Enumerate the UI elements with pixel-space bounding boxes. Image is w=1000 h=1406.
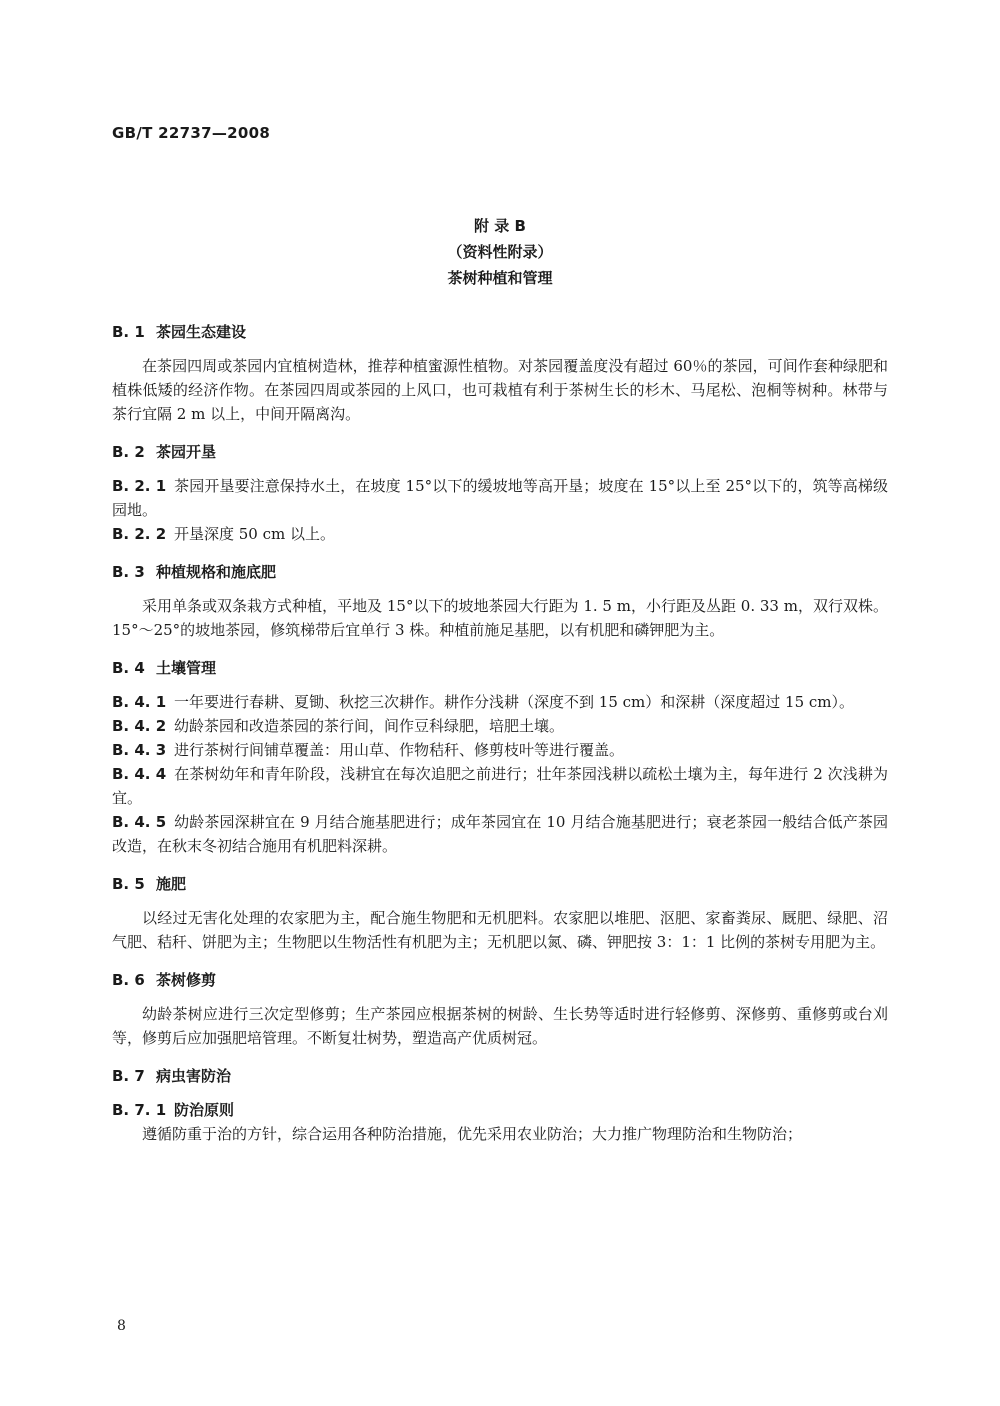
annex-title: 附 录 B <box>474 217 526 235</box>
section-text-b6: 幼龄茶树应进行三次定型修剪；生产茶园应根据茶树的树龄、生长势等适时进行轻修剪、深修剪、重修剪或台刈等，修剪后应加强肥培管理。不断复壮树势，塑造高产优质树冠。 <box>112 1005 888 1047</box>
annex-name: 茶树种植和管理 <box>447 269 553 287</box>
clause-heading-b7-1: B. 7. 1 防治原则 <box>112 1101 235 1119</box>
section-heading-b1: B. 1 茶园生态建设 <box>112 323 247 341</box>
clause-b4-5: B. 4. 5 幼龄茶园深耕宜在 9 月结合施基肥进行；成年茶园宜在 10 月结合施基肥进行；衰老茶园一般结合低产茶园改造，在秋末冬初结合施用有机肥料深耕。 <box>112 813 888 855</box>
section-heading-b3: B. 3 种植规格和施底肥 <box>112 563 277 581</box>
section-text-b7-1: 遵循防重于治的方针，综合运用各种防治措施，优先采用农业防治；大力推广物理防治和生物防治； <box>142 1125 803 1143</box>
clause-b2-1: B. 2. 1 茶园开垦要注意保持水土，在坡度 15°以下的缓坡地等高开垦；坡度在 15°以上至 25°以下的，筑等高梯级园地。 <box>112 477 888 519</box>
section-text-b5: 以经过无害化处理的农家肥为主，配合施生物肥和无机肥料。农家肥以堆肥、沤肥、家畜粪尿、厩肥、绿肥、沼气肥、秸秆、饼肥为主；生物肥以生物活性有机肥为主；无机肥以氮、磷、钾肥按 3：1：1 比例的茶树专用肥为主。 <box>112 909 888 951</box>
standard-code: GB/T 22737—2008 <box>112 124 271 142</box>
document-body <box>112 320 888 1146</box>
section-heading-b5: B. 5 施肥 <box>112 875 187 893</box>
section-heading-b2: B. 2 茶园开垦 <box>112 443 217 461</box>
clause-b2-2: B. 2. 2 开垦深度 50 cm 以上。 <box>112 525 336 543</box>
clause-b4-2: B. 4. 2 幼龄茶园和改造茶园的茶行间，间作豆科绿肥，培肥土壤。 <box>112 717 565 735</box>
section-heading-b7: B. 7 病虫害防治 <box>112 1067 232 1085</box>
section-heading-b6: B. 6 茶树修剪 <box>112 971 217 989</box>
clause-b4-3: B. 4. 3 进行茶树行间铺草覆盖：用山草、作物秸秆、修剪枝叶等进行覆盖。 <box>112 741 625 759</box>
clause-b4-1: B. 4. 1 一年要进行春耕、夏锄、秋挖三次耕作。耕作分浅耕（深度不到 15 cm）和深耕（深度超过 15 cm）。 <box>112 693 854 711</box>
section-heading-b4: B. 4 土壤管理 <box>112 659 217 677</box>
annex-heading <box>0 213 1000 291</box>
page-number: 8 <box>117 1318 126 1334</box>
section-text-b3: 采用单条或双条栽方式种植，平地及 15°以下的坡地茶园大行距为 1. 5 m，小行距及丛距 0. 33 m，双行双株。15°～25°的坡地茶园，修筑梯带后宜单行 3 株。种植前施足基肥，以有机肥和磷钾肥为主。 <box>112 597 888 639</box>
clause-b4-4: B. 4. 4 在茶树幼年和青年阶段，浅耕宜在每次追肥之前进行；壮年茶园浅耕以疏松土壤为主，每年进行 2 次浅耕为宜。 <box>112 765 888 807</box>
section-text-b1: 在茶园四周或茶园内宜植树造林，推荐种植蜜源性植物。对茶园覆盖度没有超过 60％的茶园，可间作套种绿肥和植株低矮的经济作物。在茶园四周或茶园的上风口，也可栽植有利于茶树生长的杉木、马尾松、泡桐等树种。林带与茶行宜隔 2 m 以上，中间开隔离沟。 <box>112 357 888 423</box>
annex-type: （资料性附录） <box>447 243 553 261</box>
